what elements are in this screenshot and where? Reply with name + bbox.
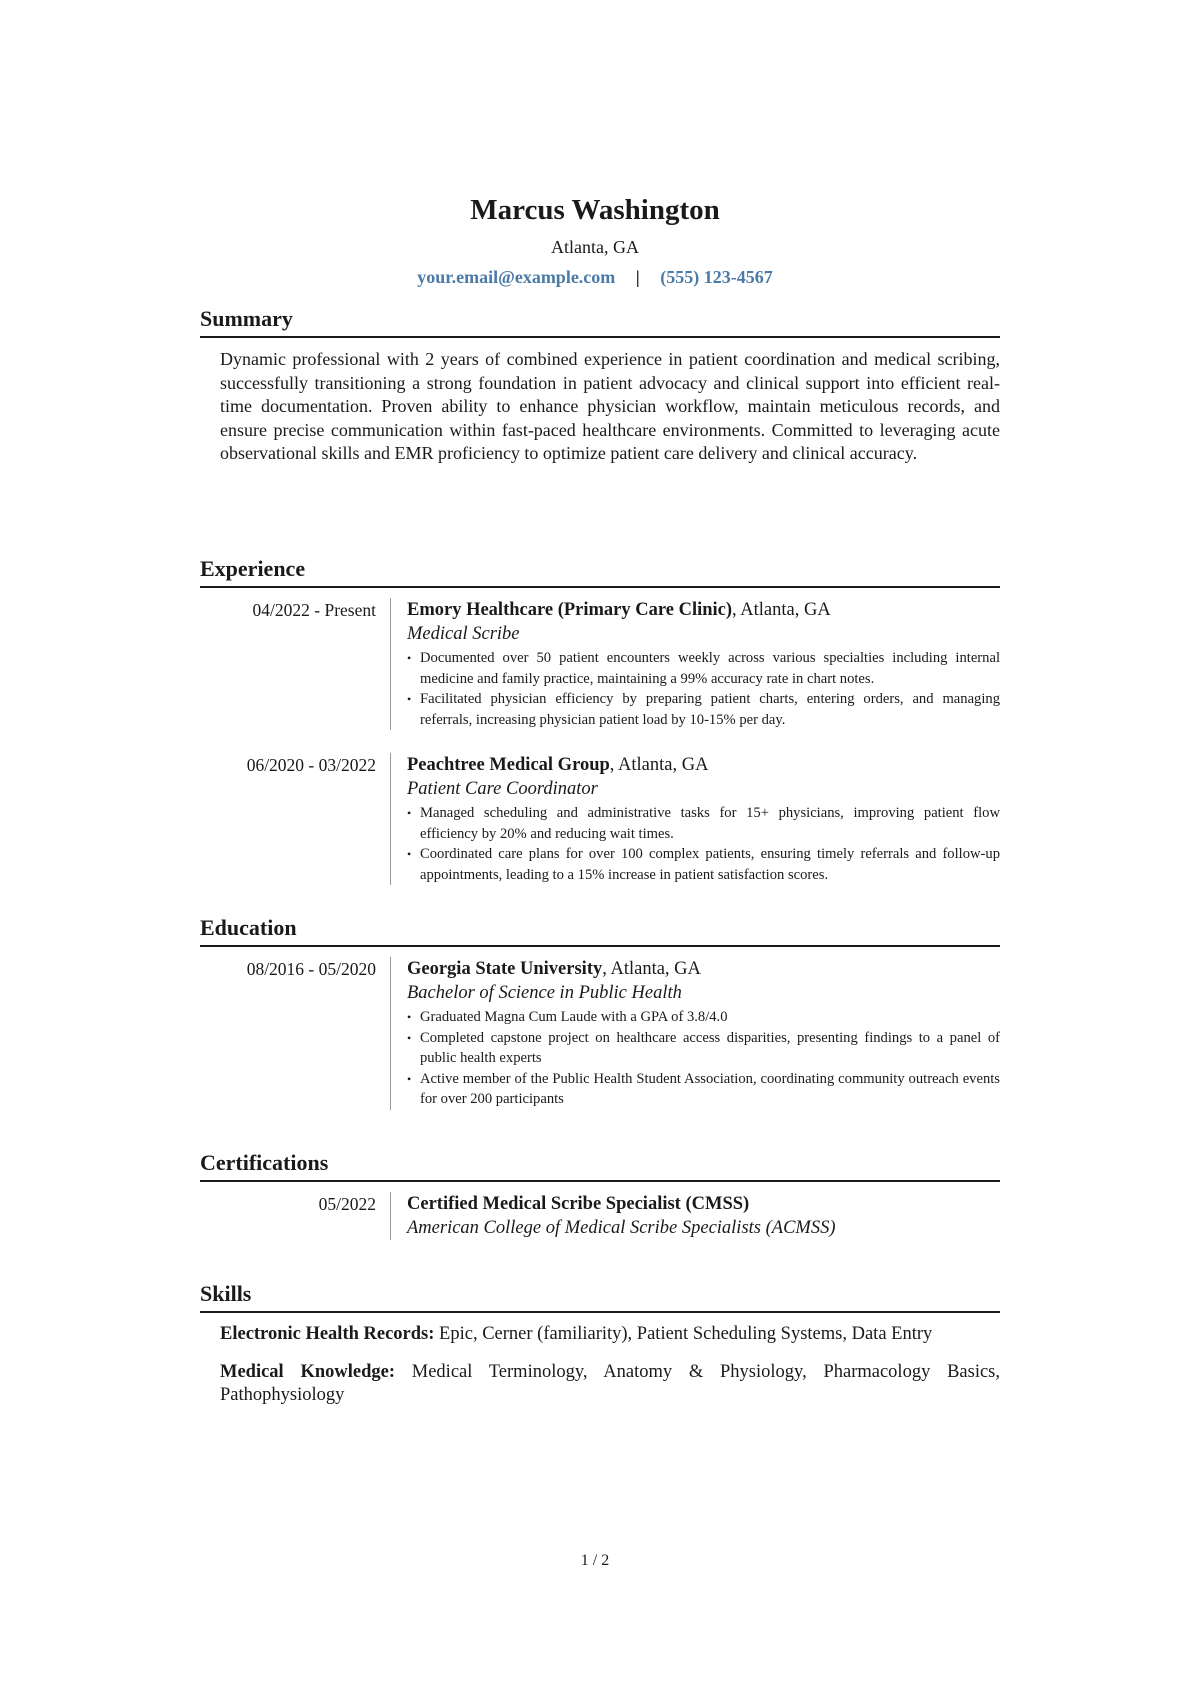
skill-text: Epic, Cerner (familiarity), Patient Scheduling Systems, Data Entry — [434, 1324, 933, 1344]
bullet-item: • Documented over 50 patient encounters weekly across various specialties including internal medicine and family practice, maintaining a 99% accuracy rate in chart notes. — [407, 648, 1000, 689]
section-title-education: Education — [200, 913, 1000, 947]
skill-label: Electronic Health Records: — [220, 1324, 435, 1344]
institution-location: , Atlanta, GA — [602, 959, 701, 979]
entry-bullets — [407, 648, 1000, 730]
section-title-skills: Skills — [200, 1279, 1000, 1313]
education-section — [200, 913, 1000, 1110]
bullet-item: • Coordinated care plans for over 100 complex patients, ensuring timely referrals and follow-up appointments, leading to a 15% increase in patient satisfaction scores. — [407, 844, 1000, 885]
certification-entry — [200, 1192, 1000, 1240]
organization-location: , Atlanta, GA — [732, 600, 831, 620]
organization-name: Emory Healthcare (Primary Care Clinic) — [407, 600, 733, 620]
entry-date: 08/2016 - 05/2020 — [246, 959, 376, 979]
certifications-section — [200, 1148, 1000, 1240]
experience-entry — [200, 598, 1000, 730]
bullet-item: • Completed capstone project on healthcare access disparities, presenting findings to a panel of public health experts — [407, 1028, 1000, 1069]
skills-section — [200, 1279, 1000, 1408]
contact-separator: | — [635, 267, 640, 287]
entry-date: 05/2022 — [318, 1194, 376, 1214]
candidate-location: Atlanta, GA — [551, 237, 639, 257]
entry-bullets — [407, 803, 1000, 885]
entry-body — [390, 957, 1000, 1110]
section-title-certifications: Certifications — [200, 1148, 1000, 1182]
experience-entry — [200, 753, 1000, 885]
section-title-experience: Experience — [200, 554, 1000, 588]
candidate-name: Marcus Washington — [470, 194, 720, 226]
entry-organization — [407, 957, 1000, 981]
bullet-item: • Active member of the Public Health Student Association, coordinating community outreach events for over 200 participants — [407, 1069, 1000, 1110]
bullet-item: • Managed scheduling and administrative tasks for 15+ physicians, improving patient flow efficiency by 20% and reducing wait times. — [407, 803, 1000, 844]
entry-role: Medical Scribe — [407, 624, 520, 644]
phone-link[interactable]: (555) 123-4567 — [660, 267, 773, 287]
experience-section — [200, 554, 1000, 885]
entry-date: 06/2020 - 03/2022 — [246, 755, 376, 775]
entry-role: Patient Care Coordinator — [407, 779, 598, 799]
entry-body — [390, 1192, 1000, 1240]
entry-bullets — [407, 1007, 1000, 1110]
summary-section — [200, 304, 1000, 466]
entry-body — [390, 753, 1000, 885]
skill-text: Medical Terminology, Anatomy & Physiology, Pharmacology Basics, Pathophysiology — [220, 1361, 1000, 1405]
entry-organization — [407, 753, 1000, 777]
education-entry — [200, 957, 1000, 1110]
summary-text: Dynamic professional with 2 years of combined experience in patient coordination and medical scribing, successfully transitioning a strong foundation in patient advocacy and clinical support into efficient real-time documentation. Proven ability to enhance physician workflow, maintain meticulous records, and ensure precise communication within fast-paced healthcare environments. Committed to leveraging acute observational skills and EMR proficiency to optimize patient care delivery and clinical accuracy. — [220, 349, 1000, 463]
skill-label: Medical Knowledge: — [220, 1361, 396, 1382]
email-link[interactable]: your.email@example.com — [417, 267, 616, 287]
section-title-summary: Summary — [200, 304, 1000, 338]
bullet-item: • Facilitated physician efficiency by preparing patient charts, entering orders, and managing referrals, increasing physician patient load by 10-15% per day. — [407, 689, 1000, 730]
degree-title: Bachelor of Science in Public Health — [407, 983, 682, 1003]
entry-organization — [407, 1192, 1000, 1216]
bullet-item: • Graduated Magna Cum Laude with a GPA of 3.8/4.0 — [407, 1007, 1000, 1028]
skill-line — [220, 1323, 1000, 1347]
skill-line — [220, 1361, 1000, 1408]
institution-name: Georgia State University — [407, 959, 603, 979]
certification-name: Certified Medical Scribe Specialist (CMSS) — [407, 1194, 750, 1214]
resume-header — [0, 190, 1190, 290]
certification-issuer: American College of Medical Scribe Specialists (ACMSS) — [407, 1218, 836, 1238]
contact-line — [0, 264, 1190, 290]
organization-location: , Atlanta, GA — [609, 755, 709, 775]
page-number: 1 / 2 — [580, 1552, 610, 1569]
entry-organization — [407, 598, 1000, 622]
entry-date: 04/2022 - Present — [252, 600, 376, 620]
entry-body — [390, 598, 1000, 730]
organization-name: Peachtree Medical Group — [407, 755, 610, 775]
